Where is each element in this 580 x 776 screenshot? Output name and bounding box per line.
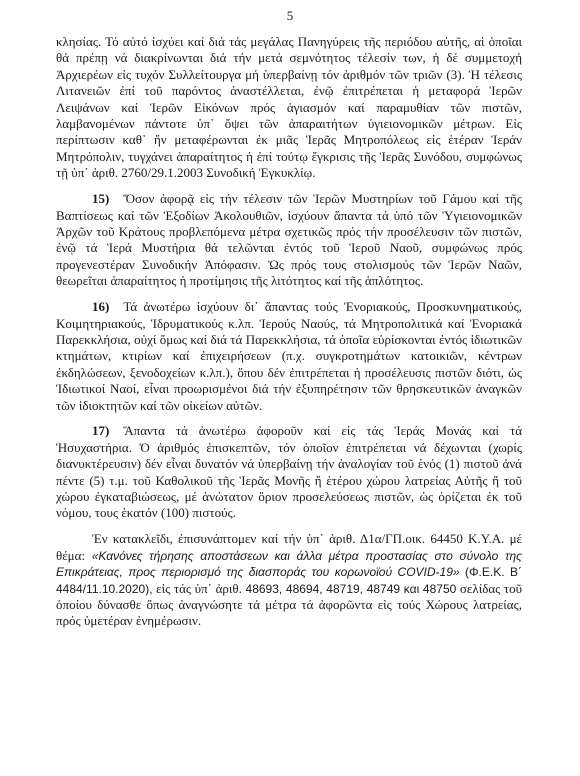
paragraph-number: 15) xyxy=(92,191,110,207)
paragraph-text: Τά ἀνωτέρω ἰσχύουν δι᾽ ἅπαντας τούς Ἐνοριακούς, Προσκυνηματικούς, Κοιμητηριακούς, Ἱδρυματικούς κ.λπ. Ἱερούς Ναούς, τά Μητροπολιτικά καί Ἐνοριακά Παρεκκλήσια, οὐχί ὅμως καί διά τά Παρεκκλήσια, τά ὁποῖα εὑρίσκονται ἐντός ἰδιωτικῶν κτημάτων, κτιρίων καί ἐπιχειρήσεων (π.χ. συγκροτημάτων κατοικιῶν, κέντρων ἐκδηλώσεων, ξενοδοχείων κ.λπ.), ὅπου δέν ἐπιτρέπεται ἡ προσέλευσις πιστῶν διότι, ὡς Ἰδιωτικοί Ναοί, εἶναι προωρισμένοι διά τήν ἐξυπηρέτησιν τῶν θρησκευτικῶν ἀναγκῶν τῶν ἰδιοκτητῶν καί τῶν οἰκείων αὐτῶν. xyxy=(56,299,522,413)
paragraph-text: Ὅσον ἀφορᾷ εἰς τήν τέλεσιν τῶν Ἱερῶν Μυστηρίων τοῦ Γάμου καί τῆς Βαπτίσεως καί τῶν Ἐξοδίων Ἀκολουθιῶν, ἰσχύουν ἅπαντα τά ὑπό τῶν Ὑγιειονομικῶν Ἀρχῶν τοῦ Κράτους προβλεπόμενα μέτρα σχετικῶς πρός τήν προσέλευσιν τῶν πιστῶν, ἐνῷ τά Ἱερά Μυστήρια θά τελῶνται ἐντός τοῦ Ἱεροῦ Ναοῦ, συμφώνως πρός προγενεστέραν Συνοδικήν Ἀπόφασιν. Ὡς πρός τους στολισμούς τῶν Ἱερῶν Ναῶν, θεωρεῖται ἀπαραίτητος ἡ προτίμησις τῆς λιτότητος καί τῆς ἁπλότητος. xyxy=(56,191,522,289)
paragraph-number: 16) xyxy=(92,299,110,315)
closing-lead: Ἐν κατακλεῖδι, ἐπισυνάπτομεν καί τήν ὑπ᾽ ἀριθ. Δ1α/ΓΠ.οικ. 64450 Κ.Υ.Α. μέ θέμα: xyxy=(56,531,522,563)
paragraph-16 xyxy=(56,299,522,414)
closing-page-numbers: 48693, 48694, 48719, 48749 και 48750 xyxy=(245,581,457,596)
paragraph-15 xyxy=(56,191,522,289)
closing-middle: εἰς τάς ὑπ᾽ ἀριθ. xyxy=(156,580,242,596)
page-number: 5 xyxy=(286,8,294,23)
closing-subject: «Κανόνες τήρησης αποστάσεων και άλλα μέτρα προστασίας στο σύνολο της Επικράτειας, προς περιορισμό της διασποράς του κορωνοϊού COVID-19» xyxy=(56,548,523,580)
closing-gazette: (Φ.Ε.Κ. Β΄ 4484/11.10.2020), xyxy=(56,565,523,596)
document-body xyxy=(56,34,522,630)
paragraph-17 xyxy=(56,423,522,521)
paragraph-continuation: κλησίας. Τό αὐτό ἰσχύει καί διά τάς μεγάλας Πανηγύρεις τῆς περιόδου αὐτῆς, αἱ ὁποῖαι θά πρέπῃ νά διακρίνωνται διά τήν μετά σεμνότητος τέλεσίν των, ἡ δέ συμμετοχή Ἀρχιερέων εἰς τυχόν Συλλείτουργα μή ὑπερβαίνῃ τόν ἀριθμόν τῶν τριῶν (3). Ἡ τέλεσις Λιτανειῶν ἐπί τοῦ παρόντος ἀναστέλλεται, ἐνῷ ἐπιτρέπεται ἡ μεταφορά Ἱερῶν Λειψάνων καί Ἱερῶν Εἰκόνων πρός ἁγιασμόν καί παραμυθίαν τῶν πιστῶν, λαμβανομένων πάντοτε ὑπ᾽ ὄψει τῶν ἀπαραιτήτων ὑγιειονομικῶν μέτρων. Εἰς περίπτωσιν καθ᾽ ἥν μεταφέρωνται ἐκ μιᾶς Ἱερᾶς Μητροπόλεως εἰς ἑτέραν Ἱεράν Μητρόπολιν, τυγχάνει ἀπαραίτητος ἡ ἐπί τούτῳ ἔγκρισις τῆς Ἱερᾶς Συνόδου, συμφώνως τῇ ὑπ᾽ ἀριθ. 2760/29.1.2003 Συνοδική Ἐγκυκλίῳ. xyxy=(56,34,522,181)
paragraph-number: 17) xyxy=(92,423,110,439)
closing-tail: σελίδας τοῦ ὁποίου δύνασθε ὅπως ἀναγνώσητε τά μέτρα τά ἀφορῶντα εἰς τούς Χώρους λατρείας, πρός ὑμετέραν ἐνημέρωσιν. xyxy=(56,580,523,629)
paragraph-text: Ἅπαντα τά ἀνωτέρω ἀφοροῦν καί εἰς τάς Ἱεράς Μονάς καί τά Ἡσυχαστήρια. Ὁ ἀριθμός ἐπισκεπτῶν, τόν ὁποῖον ἐπιτρέπεται νά δέχωνται (χωρίς διανυκτέρευσιν) δέν εἶναι δυνατόν νά ὑπερβαίνῃ τήν ἀναλογίαν τοῦ ἑνός (1) πιστοῦ ἀνά πέντε (5) τ.μ. τοῦ Καθολικοῦ τῆς Ἱερᾶς Μονῆς ἤ ἑτέρου χώρου λατρείας Αὐτῆς ἤ τοῦ χώρου ἐγκαταβιώσεως, μέ ἀνώτατον ὅριον προσελεύσεως πιστῶν, ὡς ὁρίζεται ἐκ τοῦ νόμου, τους ἑκατόν (100) πιστούς. xyxy=(56,423,522,521)
paragraph-closing xyxy=(56,531,522,629)
